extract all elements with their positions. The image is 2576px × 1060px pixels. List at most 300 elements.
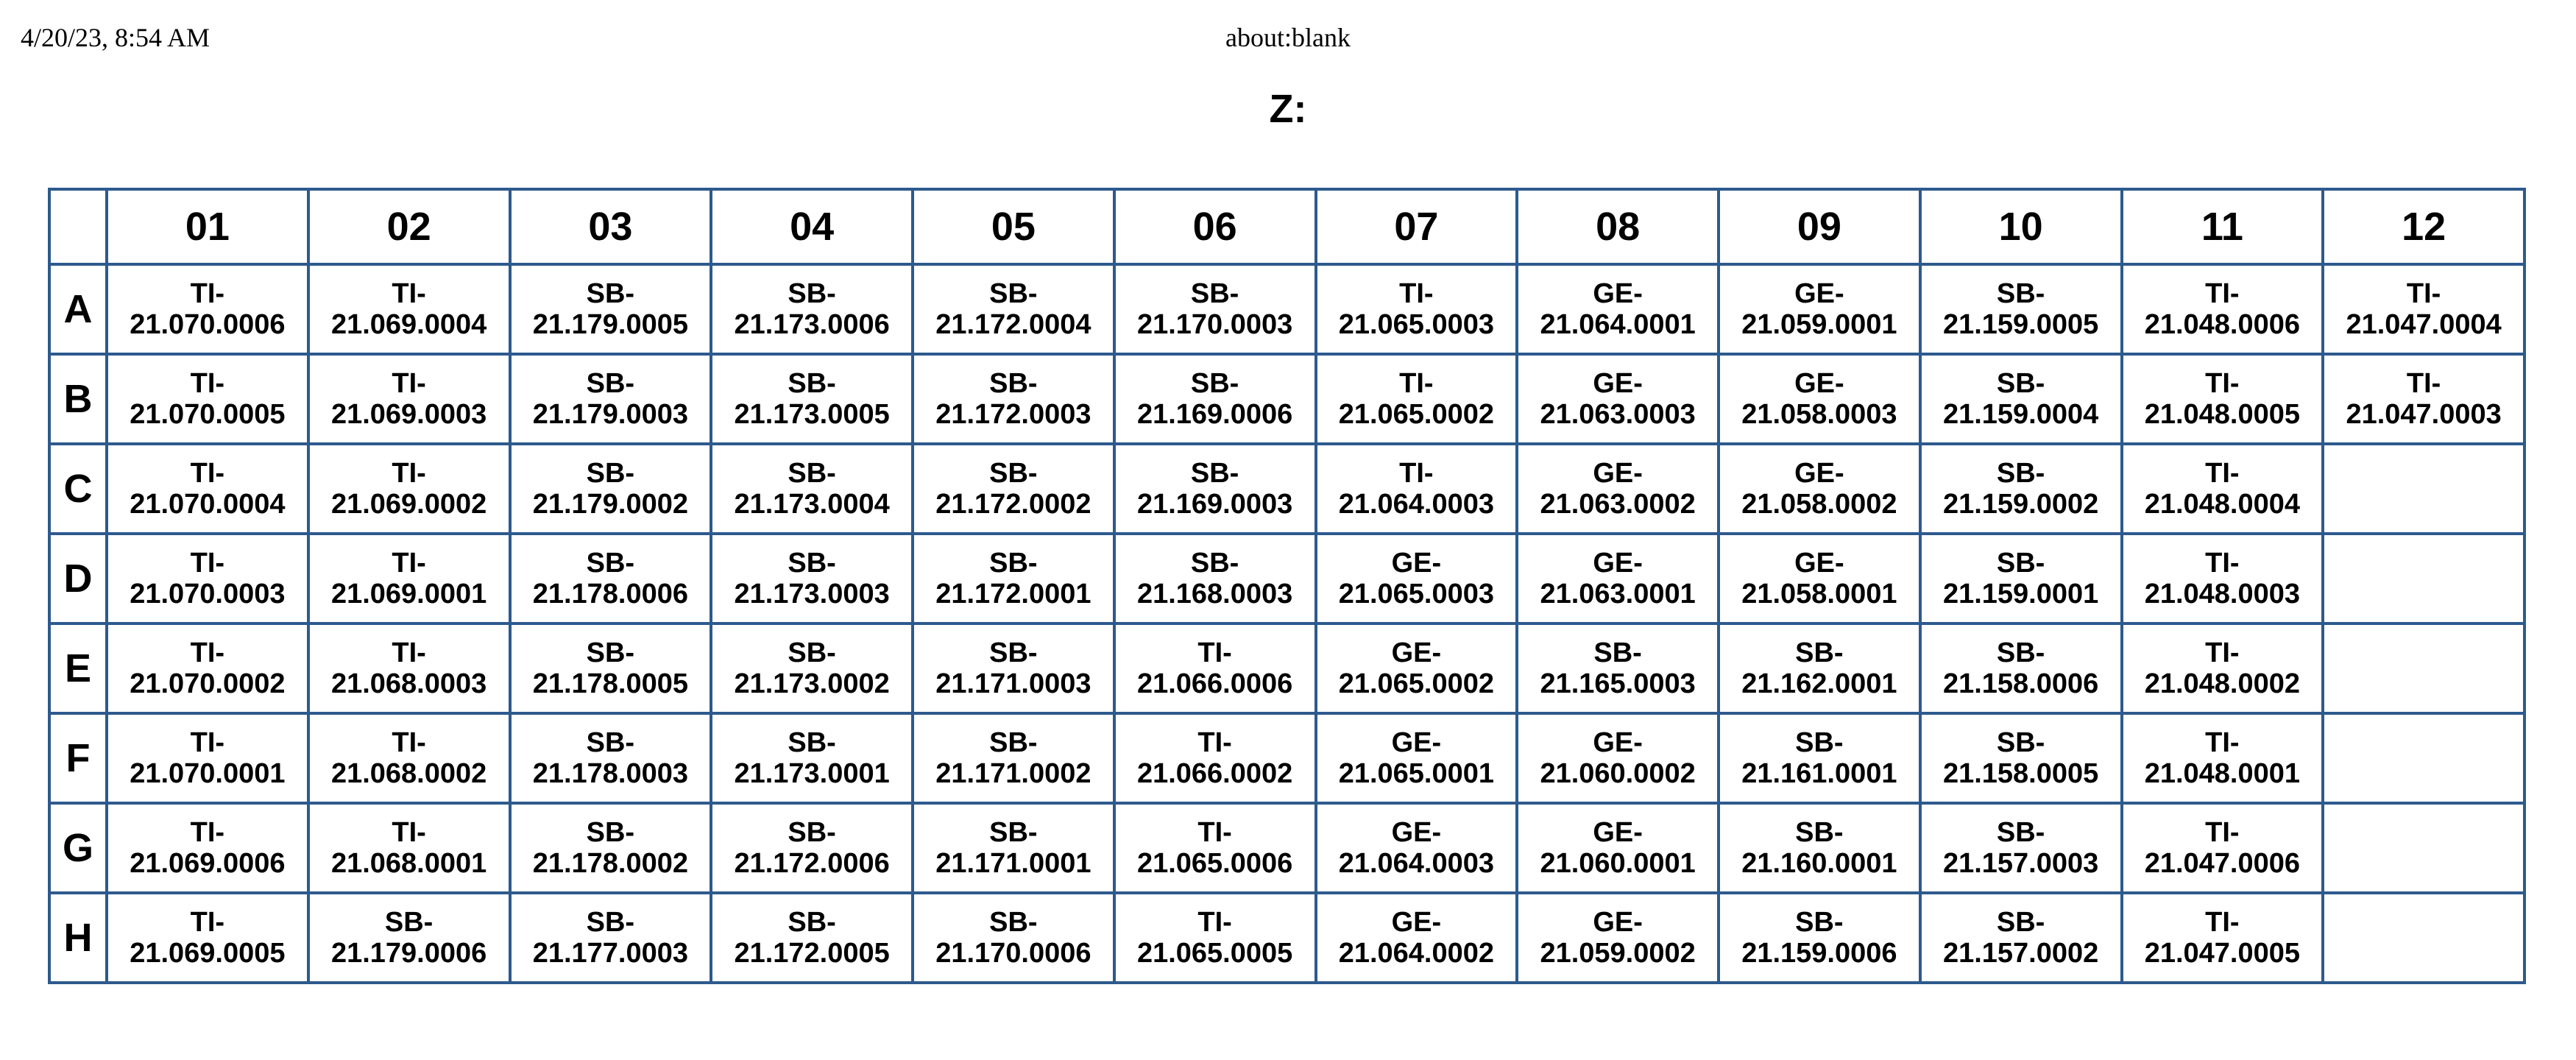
well-cell (1719, 803, 1920, 893)
well-cell (1114, 713, 1316, 803)
well-cell (1316, 893, 1518, 983)
sample-code: 21.058.0003 (1741, 399, 1897, 430)
sample-prefix: SB- (1190, 368, 1239, 399)
well-cell (711, 623, 913, 713)
sample-code: 21.173.0004 (734, 489, 890, 520)
sample-code: 21.170.0006 (935, 938, 1091, 969)
sample-code: 21.158.0005 (1942, 758, 2099, 789)
well-cell (107, 803, 308, 893)
sample-code: 21.047.0006 (2144, 848, 2301, 879)
sample-prefix: TI- (1197, 727, 1232, 758)
well-cell (1719, 623, 1920, 713)
well-cell (1719, 893, 1920, 983)
sample-prefix: SB- (586, 458, 635, 489)
column-header: 06 (1114, 189, 1316, 264)
sample-prefix: TI- (1197, 907, 1232, 938)
well-cell (711, 803, 913, 893)
well-cell (711, 534, 913, 623)
sample-code: 21.069.0003 (330, 399, 487, 430)
sample-code: 21.048.0002 (2144, 668, 2301, 699)
sample-code: 21.070.0001 (130, 758, 286, 789)
column-header: 09 (1719, 189, 1920, 264)
well-cell (510, 534, 712, 623)
table-row (49, 444, 2524, 534)
sample-prefix: SB- (586, 817, 635, 848)
well-cell (510, 354, 712, 444)
column-header: 01 (107, 189, 308, 264)
well-cell (2323, 444, 2524, 534)
row-header: H (49, 893, 107, 983)
sample-code: 21.069.0002 (330, 489, 487, 520)
sample-code: 21.171.0002 (935, 758, 1091, 789)
sample-prefix: TI- (392, 637, 426, 668)
sample-code: 21.065.0005 (1136, 938, 1293, 969)
sample-prefix: SB- (1190, 458, 1239, 489)
sample-prefix: SB- (1996, 278, 2045, 309)
sample-prefix: TI- (2406, 278, 2441, 309)
sample-prefix: SB- (1795, 817, 1844, 848)
sample-code: 21.068.0003 (330, 668, 487, 699)
sample-prefix: SB- (788, 637, 836, 668)
sample-code: 21.157.0003 (1942, 848, 2099, 879)
well-cell (711, 893, 913, 983)
well-cell (308, 534, 510, 623)
sample-prefix: SB- (989, 458, 1038, 489)
sample-code: 21.065.0002 (1338, 668, 1495, 699)
sample-code: 21.178.0003 (532, 758, 689, 789)
sample-prefix: SB- (788, 458, 836, 489)
well-cell (711, 713, 913, 803)
well-cell (2323, 893, 2524, 983)
sample-code: 21.161.0001 (1741, 758, 1897, 789)
sample-prefix: SB- (1996, 907, 2045, 938)
sample-prefix: SB- (989, 548, 1038, 579)
well-cell (2323, 534, 2524, 623)
sample-code: 21.069.0005 (130, 938, 286, 969)
well-cell (510, 803, 712, 893)
sample-code: 21.047.0005 (2144, 938, 2301, 969)
sample-code: 21.069.0001 (330, 579, 487, 610)
well-cell (1517, 893, 1719, 983)
table-row (49, 713, 2524, 803)
table-row (49, 803, 2524, 893)
print-header (21, 22, 2555, 54)
table-row (49, 893, 2524, 983)
sample-code: 21.172.0003 (935, 399, 1091, 430)
column-header: 04 (711, 189, 913, 264)
sample-prefix: GE- (1391, 907, 1442, 938)
well-cell (1316, 623, 1518, 713)
sample-prefix: SB- (1190, 278, 1239, 309)
well-cell (1517, 534, 1719, 623)
well-cell (1517, 354, 1719, 444)
sample-prefix: GE- (1391, 817, 1442, 848)
well-cell (510, 623, 712, 713)
sample-code: 21.059.0001 (1741, 309, 1897, 340)
sample-prefix: GE- (1391, 548, 1442, 579)
sample-prefix: SB- (989, 637, 1038, 668)
sample-code: 21.048.0001 (2144, 758, 2301, 789)
well-cell (913, 623, 1114, 713)
well-cell (510, 893, 712, 983)
sample-prefix: GE- (1391, 727, 1442, 758)
sample-prefix: SB- (1795, 637, 1844, 668)
well-cell (1316, 534, 1518, 623)
sample-prefix: SB- (1996, 637, 2045, 668)
sample-prefix: SB- (1593, 637, 1642, 668)
well-cell (913, 354, 1114, 444)
well-cell (107, 354, 308, 444)
sample-prefix: SB- (586, 548, 635, 579)
well-cell (2323, 803, 2524, 893)
sample-prefix: SB- (1190, 548, 1239, 579)
column-header: 02 (308, 189, 510, 264)
well-cell (1114, 444, 1316, 534)
sample-code: 21.159.0001 (1942, 579, 2099, 610)
row-header: G (49, 803, 107, 893)
sample-code: 21.173.0005 (734, 399, 890, 430)
sample-prefix: SB- (788, 548, 836, 579)
sample-code: 21.047.0003 (2346, 399, 2502, 430)
sample-code: 21.159.0005 (1942, 309, 2099, 340)
sample-code: 21.179.0006 (330, 938, 487, 969)
sample-prefix: GE- (1593, 548, 1643, 579)
row-header: B (49, 354, 107, 444)
sample-prefix: TI- (2205, 727, 2240, 758)
well-cell (107, 444, 308, 534)
well-cell (2122, 264, 2324, 354)
sample-code: 21.173.0006 (734, 309, 890, 340)
sample-prefix: TI- (190, 637, 225, 668)
sample-prefix: GE- (1794, 368, 1844, 399)
well-cell (308, 803, 510, 893)
column-header: 08 (1517, 189, 1719, 264)
sample-prefix: SB- (788, 817, 836, 848)
sample-code: 21.064.0003 (1338, 489, 1495, 520)
sample-prefix: TI- (1197, 817, 1232, 848)
sample-code: 21.066.0002 (1136, 758, 1293, 789)
sample-code: 21.063.0002 (1540, 489, 1696, 520)
well-cell (1316, 354, 1518, 444)
sample-prefix: SB- (788, 368, 836, 399)
well-cell (308, 264, 510, 354)
well-cell (510, 713, 712, 803)
table-row (49, 354, 2524, 444)
sample-code: 21.065.0002 (1338, 399, 1495, 430)
well-cell (1316, 713, 1518, 803)
sample-prefix: TI- (392, 368, 426, 399)
sample-prefix: SB- (788, 727, 836, 758)
well-cell (711, 264, 913, 354)
well-cell (1517, 264, 1719, 354)
corner-cell (49, 189, 107, 264)
well-cell (1114, 354, 1316, 444)
sample-prefix: TI- (190, 727, 225, 758)
sample-prefix: SB- (788, 278, 836, 309)
well-cell (1920, 623, 2122, 713)
well-cell (2122, 623, 2324, 713)
well-cell (1920, 264, 2122, 354)
sample-code: 21.065.0003 (1338, 579, 1495, 610)
sample-prefix: GE- (1593, 727, 1643, 758)
well-cell (1316, 444, 1518, 534)
well-cell (308, 354, 510, 444)
well-cell (1920, 713, 2122, 803)
table-row (49, 534, 2524, 623)
sample-code: 21.173.0001 (734, 758, 890, 789)
sample-code: 21.169.0006 (1136, 399, 1293, 430)
sample-code: 21.048.0005 (2144, 399, 2301, 430)
well-cell (1719, 713, 1920, 803)
sample-prefix: TI- (392, 458, 426, 489)
column-header: 10 (1920, 189, 2122, 264)
well-cell (510, 444, 712, 534)
sample-prefix: TI- (2205, 907, 2240, 938)
sample-prefix: GE- (1794, 548, 1844, 579)
sample-code: 21.171.0003 (935, 668, 1091, 699)
sample-prefix: TI- (2205, 637, 2240, 668)
sample-code: 21.173.0003 (734, 579, 890, 610)
sample-code: 21.048.0004 (2144, 489, 2301, 520)
sample-prefix: GE- (1391, 637, 1442, 668)
well-cell (107, 713, 308, 803)
well-cell (711, 354, 913, 444)
sample-prefix: TI- (2205, 548, 2240, 579)
well-cell (913, 264, 1114, 354)
well-cell (308, 893, 510, 983)
sample-prefix: SB- (586, 907, 635, 938)
well-cell (2323, 264, 2524, 354)
sample-code: 21.068.0002 (330, 758, 487, 789)
sample-code: 21.070.0004 (130, 489, 286, 520)
sample-code: 21.064.0003 (1338, 848, 1495, 879)
column-header: 07 (1316, 189, 1518, 264)
sample-prefix: SB- (1996, 727, 2045, 758)
well-cell (711, 444, 913, 534)
sample-code: 21.172.0005 (734, 938, 890, 969)
sample-prefix: GE- (1593, 278, 1643, 309)
sample-code: 21.063.0003 (1540, 399, 1696, 430)
sample-prefix: SB- (788, 907, 836, 938)
sample-code: 21.070.0005 (130, 399, 286, 430)
sample-code: 21.060.0002 (1540, 758, 1696, 789)
sample-code: 21.070.0006 (130, 309, 286, 340)
sample-code: 21.165.0003 (1540, 668, 1696, 699)
sample-prefix: SB- (1996, 368, 2045, 399)
sample-prefix: TI- (190, 907, 225, 938)
well-cell (1316, 803, 1518, 893)
well-cell (1114, 534, 1316, 623)
sample-prefix: SB- (586, 727, 635, 758)
well-cell (2323, 713, 2524, 803)
well-cell (2122, 444, 2324, 534)
sample-prefix: TI- (392, 727, 426, 758)
sample-prefix: GE- (1593, 368, 1643, 399)
sample-code: 21.179.0005 (532, 309, 689, 340)
sample-prefix: SB- (1795, 727, 1844, 758)
sample-prefix: TI- (392, 817, 426, 848)
page-title: Z: (1269, 87, 1307, 131)
sample-code: 21.178.0006 (532, 579, 689, 610)
well-cell (1114, 803, 1316, 893)
well-cell (107, 893, 308, 983)
table-row (49, 623, 2524, 713)
print-date: 4/20/23, 8:54 AM (21, 23, 210, 52)
sample-code: 21.158.0006 (1942, 668, 2099, 699)
sample-prefix: TI- (1197, 637, 1232, 668)
sample-prefix: TI- (392, 278, 426, 309)
sample-code: 21.048.0003 (2144, 579, 2301, 610)
well-cell (2122, 713, 2324, 803)
well-cell (1920, 534, 2122, 623)
sample-code: 21.172.0002 (935, 489, 1091, 520)
sample-code: 21.169.0003 (1136, 489, 1293, 520)
well-cell (1316, 264, 1518, 354)
well-cell (1517, 444, 1719, 534)
well-cell (2122, 803, 2324, 893)
sample-code: 21.070.0002 (130, 668, 286, 699)
table-row (49, 264, 2524, 354)
sample-code: 21.064.0002 (1338, 938, 1495, 969)
well-cell (913, 534, 1114, 623)
sample-code: 21.157.0002 (1942, 938, 2099, 969)
row-header: A (49, 264, 107, 354)
sample-code: 21.170.0003 (1136, 309, 1293, 340)
sample-code: 21.070.0003 (130, 579, 286, 610)
sample-code: 21.177.0003 (532, 938, 689, 969)
sample-code: 21.179.0003 (532, 399, 689, 430)
sample-prefix: TI- (2205, 458, 2240, 489)
sample-prefix: TI- (190, 278, 225, 309)
sample-prefix: SB- (989, 907, 1038, 938)
sample-prefix: TI- (392, 548, 426, 579)
sample-prefix: GE- (1794, 278, 1844, 309)
sample-prefix: SB- (1996, 548, 2045, 579)
sample-code: 21.065.0001 (1338, 758, 1495, 789)
sample-code: 21.058.0001 (1741, 579, 1897, 610)
sample-code: 21.048.0006 (2144, 309, 2301, 340)
sample-prefix: SB- (989, 727, 1038, 758)
sample-prefix: SB- (586, 278, 635, 309)
well-cell (2122, 354, 2324, 444)
sample-code: 21.058.0002 (1741, 489, 1897, 520)
well-cell (1114, 893, 1316, 983)
well-cell (1920, 354, 2122, 444)
well-cell (1920, 893, 2122, 983)
sample-prefix: GE- (1593, 458, 1643, 489)
well-cell (1719, 534, 1920, 623)
sample-code: 21.179.0002 (532, 489, 689, 520)
sample-prefix: GE- (1593, 817, 1643, 848)
sample-code: 21.168.0003 (1136, 579, 1293, 610)
well-cell (1719, 354, 1920, 444)
row-header: E (49, 623, 107, 713)
sample-code: 21.065.0003 (1338, 309, 1495, 340)
well-cell (913, 803, 1114, 893)
row-header: F (49, 713, 107, 803)
sample-code: 21.159.0006 (1741, 938, 1897, 969)
well-cell (308, 623, 510, 713)
sample-prefix: TI- (1399, 458, 1434, 489)
sample-code: 21.173.0002 (734, 668, 890, 699)
sample-prefix: SB- (989, 817, 1038, 848)
well-cell (1517, 623, 1719, 713)
well-cell (1719, 264, 1920, 354)
sample-code: 21.159.0002 (1942, 489, 2099, 520)
well-cell (913, 713, 1114, 803)
row-header: D (49, 534, 107, 623)
sample-prefix: TI- (190, 817, 225, 848)
well-cell (510, 264, 712, 354)
well-cell (1517, 713, 1719, 803)
sample-code: 21.069.0006 (130, 848, 286, 879)
sample-prefix: TI- (2205, 817, 2240, 848)
well-cell (2323, 354, 2524, 444)
well-cell (913, 444, 1114, 534)
column-header: 12 (2323, 189, 2524, 264)
well-cell (2122, 534, 2324, 623)
well-cell (2122, 893, 2324, 983)
well-cell (2323, 623, 2524, 713)
sample-prefix: SB- (989, 368, 1038, 399)
well-cell (1114, 623, 1316, 713)
sample-prefix: SB- (1996, 817, 2045, 848)
sample-code: 21.159.0004 (1942, 399, 2099, 430)
sample-prefix: SB- (586, 368, 635, 399)
sample-prefix: TI- (190, 458, 225, 489)
sample-code: 21.064.0001 (1540, 309, 1696, 340)
sample-code: 21.060.0001 (1540, 848, 1696, 879)
sample-code: 21.172.0006 (734, 848, 890, 879)
sample-code: 21.172.0004 (935, 309, 1091, 340)
sample-code: 21.068.0001 (330, 848, 487, 879)
well-cell (1920, 444, 2122, 534)
sample-prefix: TI- (190, 368, 225, 399)
well-cell (913, 893, 1114, 983)
sample-prefix: TI- (2205, 368, 2240, 399)
sample-prefix: TI- (1399, 368, 1434, 399)
well-cell (1920, 803, 2122, 893)
sample-code: 21.160.0001 (1741, 848, 1897, 879)
well-cell (308, 713, 510, 803)
row-header: C (49, 444, 107, 534)
well-cell (107, 534, 308, 623)
well-cell (107, 264, 308, 354)
sample-code: 21.063.0001 (1540, 579, 1696, 610)
sample-prefix: TI- (2406, 368, 2441, 399)
sample-prefix: TI- (1399, 278, 1434, 309)
sample-prefix: GE- (1593, 907, 1643, 938)
sample-prefix: TI- (2205, 278, 2240, 309)
well-cell (1517, 803, 1719, 893)
column-header-row (49, 189, 2524, 264)
sample-code: 21.172.0001 (935, 579, 1091, 610)
sample-code: 21.069.0004 (330, 309, 487, 340)
plate-map-table (48, 188, 2526, 984)
sample-prefix: TI- (190, 548, 225, 579)
sample-code: 21.178.0002 (532, 848, 689, 879)
column-header: 11 (2122, 189, 2324, 264)
column-header: 05 (913, 189, 1114, 264)
sample-code: 21.066.0006 (1136, 668, 1293, 699)
sample-prefix: SB- (586, 637, 635, 668)
sample-code: 21.047.0004 (2346, 309, 2502, 340)
column-header: 03 (510, 189, 712, 264)
well-cell (1114, 264, 1316, 354)
sample-code: 21.162.0001 (1741, 668, 1897, 699)
sample-prefix: SB- (1795, 907, 1844, 938)
print-url: about:blank (1225, 23, 1351, 52)
